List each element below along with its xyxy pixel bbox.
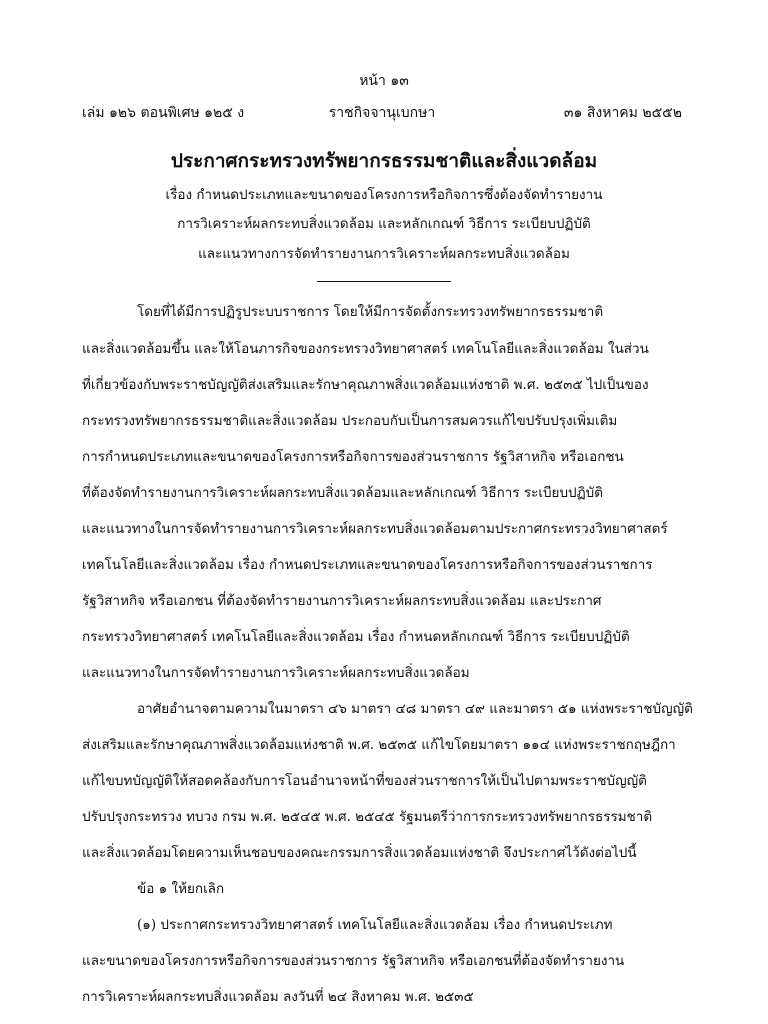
body-line: รัฐวิสาหกิจ หรือเอกชน ที่ต้องจัดทำรายงานการวิเคราะห์ผลกระทบสิ่งแวดล้อม และประกาศ: [82, 593, 602, 609]
page-number: หน้า ๑๓: [359, 73, 409, 89]
body-line: โดยที่ได้มีการปฏิรูประบบราชการ โดยให้มีการจัดตั้งกระทรวงทรัพยากรธรรมชาติ: [137, 304, 604, 320]
body-line: ที่ต้องจัดทำรายงานการวิเคราะห์ผลกระทบสิ่งแวดล้อมและหลักเกณฑ์ วิธีการ ระเบียบปฏิบัติ: [82, 485, 603, 501]
publication-date: ๓๑ สิงหาคม ๒๕๕๒: [563, 105, 682, 121]
body-line: และแนวทางในการจัดทำรายงานการวิเคราะห์ผลกระทบสิ่งแวดล้อม: [82, 665, 470, 681]
volume-issue: เล่ม ๑๒๖ ตอนพิเศษ ๑๒๕ ง: [82, 105, 245, 121]
body-line: ส่งเสริมและรักษาคุณภาพสิ่งแวดล้อมแห่งชาติ พ.ศ. ๒๕๓๕ แก้ไขโดยมาตรา ๑๑๔ แห่งพระราชกฤษฎีกา: [82, 737, 676, 753]
clause-heading: ข้อ ๑ ให้ยกเลิก: [137, 881, 225, 897]
body-line: อาศัยอำนาจตามความในมาตรา ๔๖ มาตรา ๔๘ มาตรา ๔๙ และมาตรา ๕๑ แห่งพระราชบัญญัติ: [137, 701, 693, 717]
body-line: แก้ไขบทบัญญัติให้สอดคล้องกับการโอนอำนาจหน้าที่ของส่วนราชการให้เป็นไปตามพระราชบัญญัติ: [82, 773, 647, 789]
clause-item: (๑) ประกาศกระทรวงวิทยาศาสตร์ เทคโนโลยีและสิ่งแวดล้อม เรื่อง กำหนดประเภท: [137, 917, 613, 933]
body-line: ปรับปรุงกระทรวง ทบวง กรม พ.ศ. ๒๕๔๕ พ.ศ. ๒๕๔๕ รัฐมนตรีว่าการกระทรวงทรัพยากรธรรมชาติ: [82, 809, 653, 825]
gazette-header: [82, 102, 682, 124]
body-line: กระทรวงทรัพยากรธรรมชาติและสิ่งแวดล้อม ประกอบกับเป็นการสมควรแก้ไขปรับปรุงเพิ่มเติม: [82, 413, 618, 429]
title-divider: [317, 281, 451, 282]
subtitle-line: และแนวทางการจัดทำรายงานการวิเคราะห์ผลกระทบสิ่งแวดล้อม: [198, 246, 570, 262]
body-line: และขนาดของโครงการหรือกิจการของส่วนราชการ รัฐวิสาหกิจ หรือเอกชนที่ต้องจัดทำรายงาน: [82, 953, 625, 969]
body-line: การกำหนดประเภทและขนาดของโครงการหรือกิจการของส่วนราชการ รัฐวิสาหกิจ หรือเอกชน: [82, 449, 624, 465]
body-line: และแนวทางในการจัดทำรายงานการวิเคราะห์ผลกระทบสิ่งแวดล้อมตามประกาศกระทรวงวิทยาศาสตร์: [82, 521, 668, 537]
subtitle-line: เรื่อง กำหนดประเภทและขนาดของโครงการหรือกิจการซึ่งต้องจัดทำรายงาน: [165, 187, 603, 203]
body-line: กระทรวงวิทยาศาสตร์ เทคโนโลยีและสิ่งแวดล้อม เรื่อง กำหนดหลักเกณฑ์ วิธีการ ระเบียบปฏิบัติ: [82, 629, 630, 645]
body-line: และสิ่งแวดล้อมโดยความเห็นชอบของคณะกรรมการสิ่งแวดล้อมแห่งชาติ จึงประกาศไว้ดังต่อไปนี้: [82, 845, 637, 861]
body-line: การวิเคราะห์ผลกระทบสิ่งแวดล้อม ลงวันที่ ๒๔ สิงหาคม พ.ศ. ๒๕๓๕: [82, 989, 474, 1005]
publication-name: ราชกิจจานุเบกษา: [328, 105, 436, 121]
body-line: เทคโนโลยีและสิ่งแวดล้อม เรื่อง กำหนดประเภทและขนาดของโครงการหรือกิจการของส่วนราชการ: [82, 557, 653, 573]
subtitle-line: การวิเคราะห์ผลกระทบสิ่งแวดล้อม และหลักเกณฑ์ วิธีการ ระเบียบปฏิบัติ: [177, 216, 591, 232]
body-line: ที่เกี่ยวข้องกับพระราชบัญญัติส่งเสริมและรักษาคุณภาพสิ่งแวดล้อมแห่งชาติ พ.ศ. ๒๕๓๕ ไปเป็นของ: [82, 377, 649, 393]
body-line: และสิ่งแวดล้อมขึ้น และให้โอนภารกิจของกระทรวงวิทยาศาสตร์ เทคโนโลยีและสิ่งแวดล้อม ในส่วน: [82, 341, 649, 357]
announcement-title: ประกาศกระทรวงทรัพยากรธรรมชาติและสิ่งแวดล้อม: [170, 150, 598, 172]
